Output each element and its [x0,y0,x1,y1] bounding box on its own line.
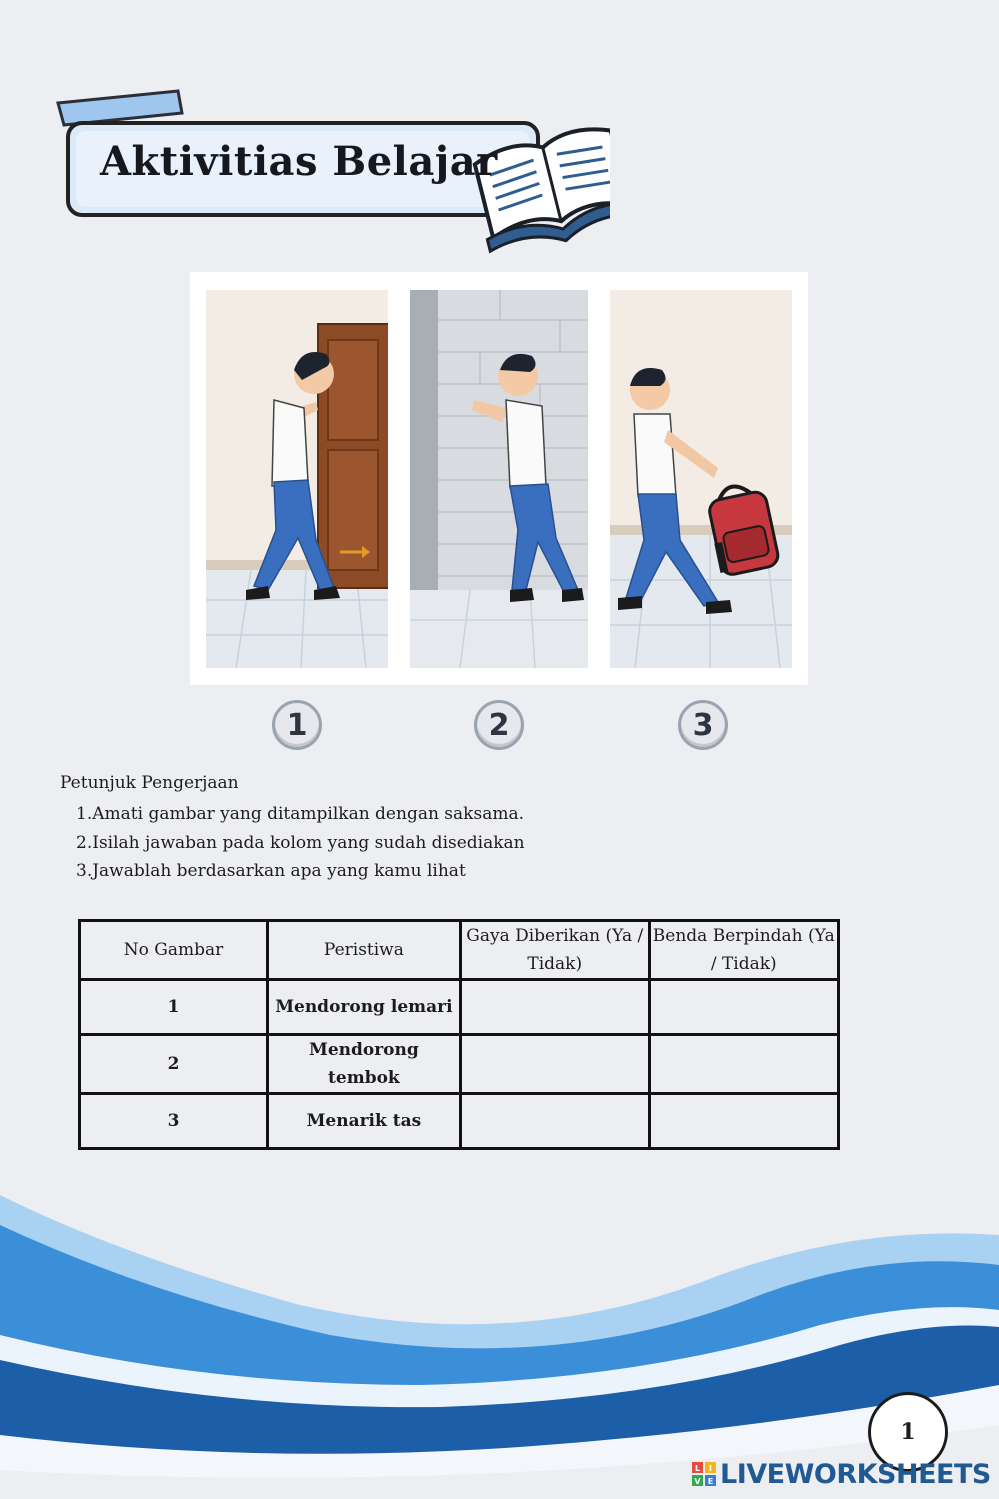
page-number-badge: 1 [868,1392,948,1472]
cell-no: 3 [80,1094,268,1149]
cell-event: Mendorong tembok [268,1035,461,1094]
header-benda-berpindah: Benda Berpindah (Ya / Tidak) [649,921,838,980]
answer-cell-force[interactable] [460,1094,649,1149]
cell-no: 2 [80,1035,268,1094]
illustration-frame [190,272,808,685]
header-no-gambar: No Gambar [80,921,268,980]
header-gaya-diberikan: Gaya Diberikan (Ya / Tidak) [460,921,649,980]
instruction-item: 3.Jawablah berdasarkan apa yang kamu lihat [76,861,466,881]
table-row [80,1035,839,1094]
liveworksheets-logo [692,1458,991,1490]
instruction-item: 2.Isilah jawaban pada kolom yang sudah disediakan [76,832,525,853]
answer-cell-moved[interactable] [649,1094,838,1149]
answer-cell-force[interactable] [460,980,649,1035]
answer-cell-force[interactable] [460,1035,649,1094]
svg-text:I: I [709,1464,712,1473]
illustration-push-wall [410,290,588,668]
table-header-row [80,921,839,980]
page-title: Aktivitias Belajar [100,138,498,185]
svg-text:V: V [694,1477,701,1486]
table-row [80,1094,839,1149]
liveworksheets-brand-text: LIVEWORKSHEETS [720,1458,991,1490]
answer-cell-moved[interactable] [649,980,838,1035]
answer-table [78,919,840,1150]
cell-event: Mendorong lemari [268,980,461,1035]
picture-number-1: 1 [272,700,322,750]
illustration-push-cupboard [206,290,388,668]
illustration-pull-bag [610,290,792,668]
header-peristiwa: Peristiwa [268,921,461,980]
svg-text:L: L [694,1464,701,1473]
instructions-list [76,800,525,886]
answer-cell-moved[interactable] [649,1035,838,1094]
table-row [80,980,839,1035]
liveworksheets-logo-icon [692,1462,716,1486]
instruction-item: 1.Amati gambar yang ditampilkan dengan saksama. [76,804,524,824]
svg-text:E: E [707,1477,714,1486]
cell-no: 1 [80,980,268,1035]
picture-number-2: 2 [474,700,524,750]
picture-number-3: 3 [678,700,728,750]
instructions-title: Petunjuk Pengerjaan [60,773,239,793]
decorative-waves [0,1185,999,1499]
cell-event: Menarik tas [268,1094,461,1149]
